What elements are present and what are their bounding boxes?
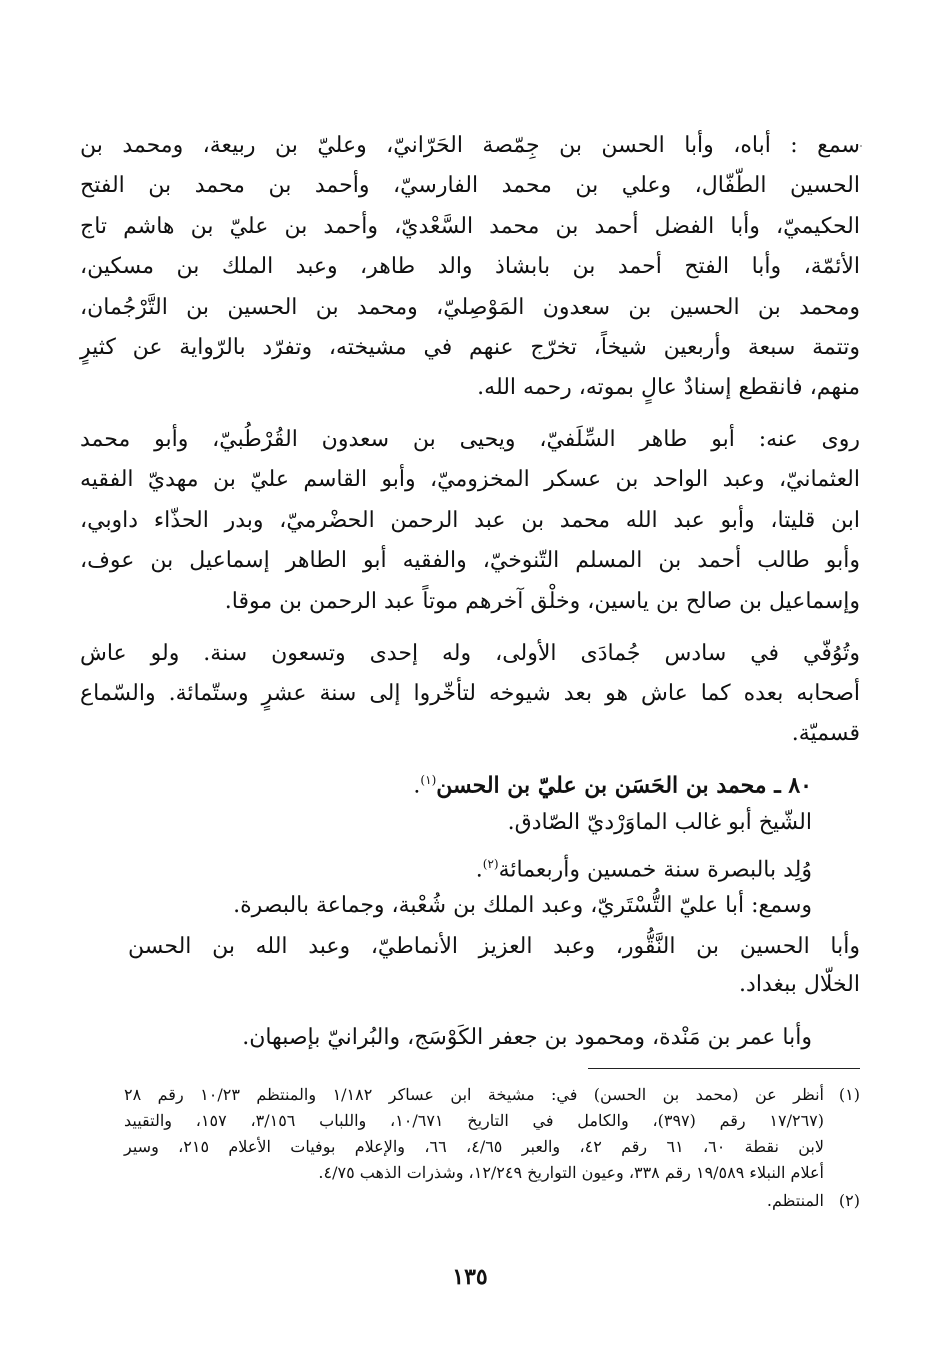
paragraph2-line-2: العثمانيّ، وعبد الواحد بن عسكر المخزوميّ، وأبو القاسم عليّ بن مهديّ الفقيه: [80, 467, 860, 492]
footnote-2-text-1: المنتظم.: [766, 1191, 824, 1210]
scan-speck: [860, 145, 862, 147]
paragraph1-line-5: ومحمد بن الحسين بن سعدون المَوْصِليّ، ومحمد بن الحسين بن التَّرْجُمان،: [80, 295, 860, 320]
entry-line-4: وسمع: أبا عليّ التُّسْتَريّ، وعبد الملك بن شُعْبة، وجماعة بالبصرة.: [233, 893, 812, 918]
paragraph1-line-1: سمع : أباه، وأبا الحسن بن جِمّصة الحَرّانيّ، وعليّ بن ربيعة، ومحمد بن: [80, 133, 860, 158]
paragraph1-line-4: الأئمّة، وأبا الفتح أحمد بن بابشاذ والد طاهر، وعبد الملك بن مسكين،: [80, 254, 860, 279]
paragraph2-line-1: روى عنه: أبو طاهر السِّلَفيّ، ويحيى بن سعدون القُرْطُبيّ، وأبو محمد: [80, 427, 860, 452]
paragraph1-line-6: وتتمة سبعة وأربعين شيخاً، تخرّج عنهم في مشيخته، وتفرّد بالرّواية عن كثيرٍ: [80, 335, 860, 360]
paragraph1-line-2: الحسين الطّفّال، وعلي بن محمد الفارسيّ، وأحمد بن محمد بن الفتح: [80, 173, 860, 198]
footnote-2-number: (٢): [838, 1191, 860, 1210]
entry-line-2: الشّيخ أبو غالب الماوَرْديّ الصّادق.: [507, 810, 812, 835]
entry-title: ٨٠ ـ محمد بن الحَسَن بن عليّ بن الحسن: [436, 772, 812, 799]
entry-birth-end: .: [475, 857, 483, 883]
paragraph3-line-1: وتُوُفّي في سادس جُمادَى الأولى، وله إحدى وتسعون سنة. ولو عاش: [80, 641, 860, 666]
footnote-1-text-1: أنظر عن (محمد بن الحسن) في: مشيخة ابن عساكر ١/١٨٢ والمنتظم ١٠/٢٣ رقم ٢٨: [124, 1085, 824, 1104]
entry-line-6: الخلّال ببغداد.: [739, 972, 860, 997]
footnote-1-line-1: [124, 1084, 860, 1106]
paragraph3-line-3: قسميّة.: [791, 721, 860, 746]
paragraph3-line-2: أصحابه بعده كما عاش هو بعد شيوخه لتأخّروا إلى سنة عشرٍ وستّمائة. والسّماع: [80, 681, 860, 706]
footnote-2-line-1: [767, 1190, 860, 1212]
paragraph1-line-7: منهم، فانقطع إسنادٌ عالٍ بموته، رحمه الله.: [477, 375, 860, 400]
page-number: ١٣٥: [452, 1264, 488, 1290]
paragraph2-line-4: وأبو طالب أحمد بن المسلم التّنوخيّ، والفقيه أبو الطاهر إسماعيل بن عوف،: [80, 548, 860, 573]
footnote-ref-2: (٢): [482, 857, 499, 871]
paragraph1-line-3: الحكيميّ، وأبا الفضل أحمد بن محمد السَّعْديّ، وأحمد بن عليّ بن هاشم تاج: [80, 214, 860, 239]
footnote-1-number: (١): [838, 1085, 860, 1104]
footnote-separator: [588, 1068, 860, 1069]
paragraph2-line-3: ابن قليتا، وأبو عبد الله محمد بن عبد الرحمن الحضْرميّ، وبدر الحذّاء داوبي،: [80, 508, 860, 533]
footnote-ref-1: (١): [420, 773, 437, 787]
footnote-1-line-2: (١٧/٢٦٧ رقم (٣٩٧)، والكامل في التاريخ ١٠/٦٧١، واللباب ٣/١٥٦، ١٥٧، والتقييد: [124, 1111, 824, 1130]
entry-birth-text: وُلِد بالبصرة سنة خمسين وأربعمائة: [498, 857, 812, 883]
footnote-1-line-3: لابن نقطة ٦٠، ٦١ رقم ٤٢، والعبر ٤/٦٥، ٦٦، والإعلام بوفيات الأعلام ٢١٥، وسير: [124, 1137, 825, 1156]
entry-title-line: [413, 765, 812, 801]
entry-line-3: [476, 849, 812, 885]
paragraph2-line-5: وإسماعيل بن صالح بن ياسين، وخلْق آخرهم موتاً عبد الرحمن بن موقا.: [224, 589, 860, 614]
entry-line-7: وأبا عمر بن مَنْدة، ومحمود بن جعفر الكَوْسَج، والبُرانيّ بإصبهان.: [242, 1025, 812, 1050]
entry-line-5: وأبا الحسين بن النَّقُّور، وعبد العزيز الأنماطيّ، وعبد الله بن الحسن: [128, 934, 860, 959]
footnote-1-line-4: أعلام النبلاء ١٩/٥٨٩ رقم ٣٣٨، وعيون التواريخ ١٢/٢٤٩، وشذرات الذهب ٤/٧٥.: [318, 1163, 824, 1182]
entry-title-end: .: [413, 773, 421, 799]
